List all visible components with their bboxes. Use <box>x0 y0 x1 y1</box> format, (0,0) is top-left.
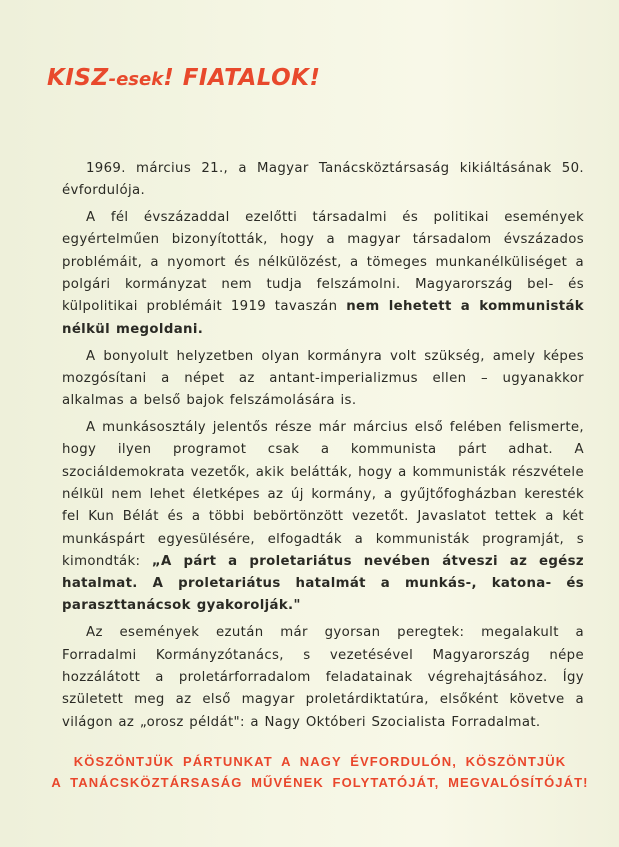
closing-line-1: KÖSZÖNTJÜK PÁRTUNKAT A NAGY ÉVFORDULÓN, KÖSZÖNTJÜK <box>73 754 567 769</box>
paragraph-anniversary <box>62 158 584 203</box>
headline-esek: -esek <box>108 69 164 90</box>
paragraph-government-need <box>62 346 584 413</box>
body-text <box>62 158 584 738</box>
paragraph-text: Az események ezután már gyorsan peregtek: megalakult a Forradalmi Kormányzótanács, s vezetésével Magyarország népe hozzálátott a proletárforradalom feladatainak végrehajtásához. Így született meg az első magyar proletárdiktatúra, elsőként követve a világon az „orosz példát": a Nagy Októberi Szocialista Forradalmat. <box>62 625 584 730</box>
closing-slogan <box>40 751 600 793</box>
headline-kisz: KISZ <box>47 65 109 91</box>
paragraph-working-class <box>62 417 584 618</box>
closing-line-2: A TANÁCSKÖZTÁRSASÁG MŰVÉNEK FOLYTATÓJÁT, MEGVALÓSÍTÓJÁT! <box>51 775 589 790</box>
headline <box>47 65 320 91</box>
paragraph-events-unfolded <box>62 622 584 733</box>
headline-fiatalok: ! FIATALOK! <box>163 65 321 91</box>
paragraph-text: A bonyolult helyzetben olyan kormányra volt szükség, amely képes mozgósítani a népet az antant-imperializmus ellen – ugyanakkor alkalmas a belső bajok felszámolására is. <box>62 348 584 409</box>
quotation-text: „A párt a proletariátus nevében átveszi az egész hatalmat. A proletariátus hatalmát a munkás-, katona- és paraszttanácsok gyakorolják." <box>62 553 584 614</box>
paragraph-historical-events <box>62 207 584 341</box>
emphasis-text: nem lehetett a kommunisták nélkül megoldani. <box>62 299 584 337</box>
paragraph-text: A fél évszázaddal ezelőtti társadalmi és politikai események egyértelműen bizonyították, hogy a magyar társadalom évszázados problémáit, a nyomort és nélkülözést, a tömeges munkanélküliséget a polgári kormányzat nem tudja felszámolni. Magyarország bel- és külpolitikai problémáit 1919 tavaszán <box>62 210 584 315</box>
paragraph-text: 1969. március 21., a Magyar Tanácsköztársaság kikiáltásának 50. évfordulója. <box>62 161 584 199</box>
paragraph-text: A munkásosztály jelentős része már március első felében felismerte, hogy ilyen programot csak a kommunista párt adhat. A szociáldemokrata vezetők, akik belátták, hogy a kommunisták részvétele nélkül nem lehet életképes az új kormány, a gyűjtőfogházban keresték fel Kun Bélát és a többi bebörtönzött vezetőt. Javaslatot tettek a két munkáspárt egyesülésére, elfogadták a kommunisták programját, s kimondták: <box>62 420 584 569</box>
